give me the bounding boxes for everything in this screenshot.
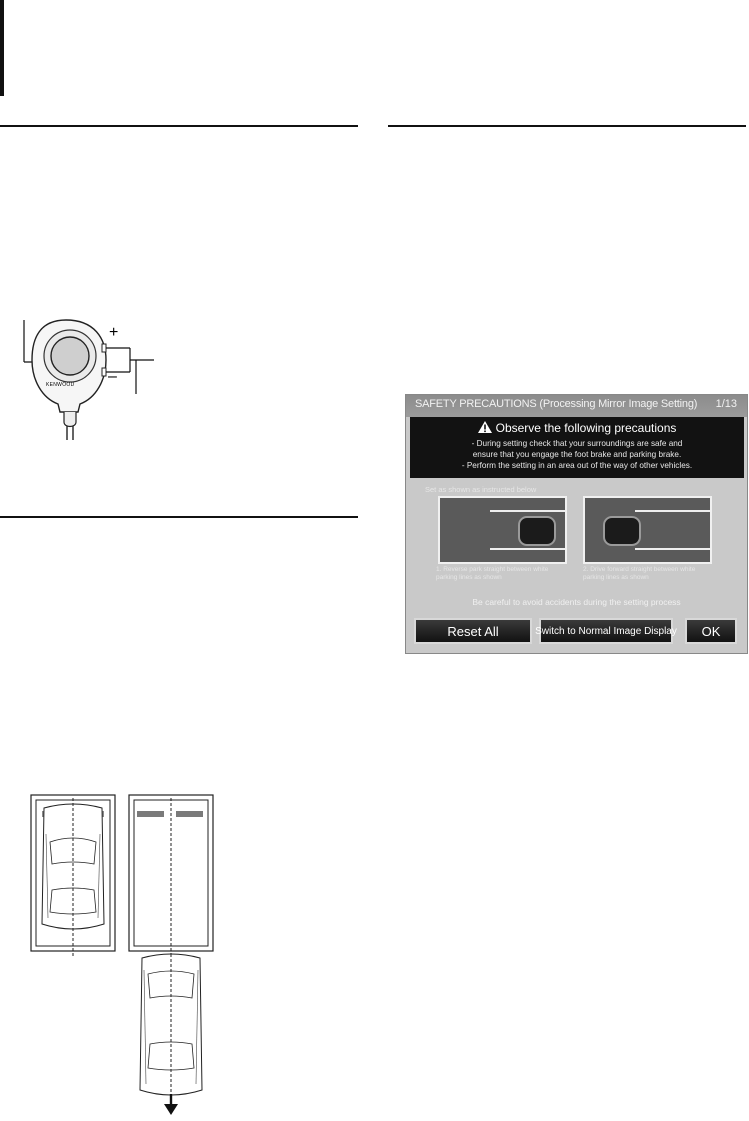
parking-alignment-diagram [30, 794, 215, 1116]
safety-precautions-screen [405, 394, 748, 654]
minus-sign: – [108, 368, 117, 385]
caption-forward: 2. Drive forward straight between white parking lines as shown [583, 566, 696, 581]
section-rule-left-top [0, 125, 358, 127]
remote-control-illustration [16, 318, 166, 448]
warning-heading: Observe the following precautions [495, 421, 677, 435]
reset-all-button[interactable]: Reset All [414, 618, 532, 644]
remote-brand-logo: KENWOOD [46, 382, 75, 388]
screen-title: SAFETY PRECAUTIONS (Processing Mirror Image Setting) [415, 398, 698, 410]
parking-line [635, 548, 710, 550]
section-rule-left-middle [0, 516, 358, 518]
parking-line [490, 510, 565, 512]
ok-button[interactable]: OK [685, 618, 737, 644]
page-indicator: 1/13 [715, 398, 737, 410]
car-icon [603, 516, 641, 546]
warning-line-1: - During setting check that your surroundings are safe and [471, 439, 683, 448]
section-rule-right-top [388, 125, 746, 127]
instruction-subheading: Set as shown as instructed below [425, 485, 537, 494]
warning-line-2: ensure that you engage the foot brake and parking brake. [472, 450, 682, 459]
warning-heading-row [410, 421, 744, 435]
caption-reverse: 1. Reverse park straight between white parking lines as shown [436, 566, 549, 581]
parking-line [635, 510, 710, 512]
parking-line [490, 548, 565, 550]
page-edge-bar [0, 0, 4, 96]
forward-parking-image [583, 496, 712, 564]
warning-line-3: - Perform the setting in an area out of the way of other vehicles. [461, 461, 693, 470]
bottom-warning: Be careful to avoid accidents during the setting process [472, 597, 681, 607]
reverse-parking-image [438, 496, 567, 564]
plus-sign: + [109, 324, 119, 341]
warning-icon [478, 421, 492, 433]
car-icon [518, 516, 556, 546]
warning-box [410, 417, 744, 478]
screen-title-bar [406, 395, 747, 417]
switch-normal-display-button[interactable]: Switch to Normal Image Display [539, 618, 673, 644]
